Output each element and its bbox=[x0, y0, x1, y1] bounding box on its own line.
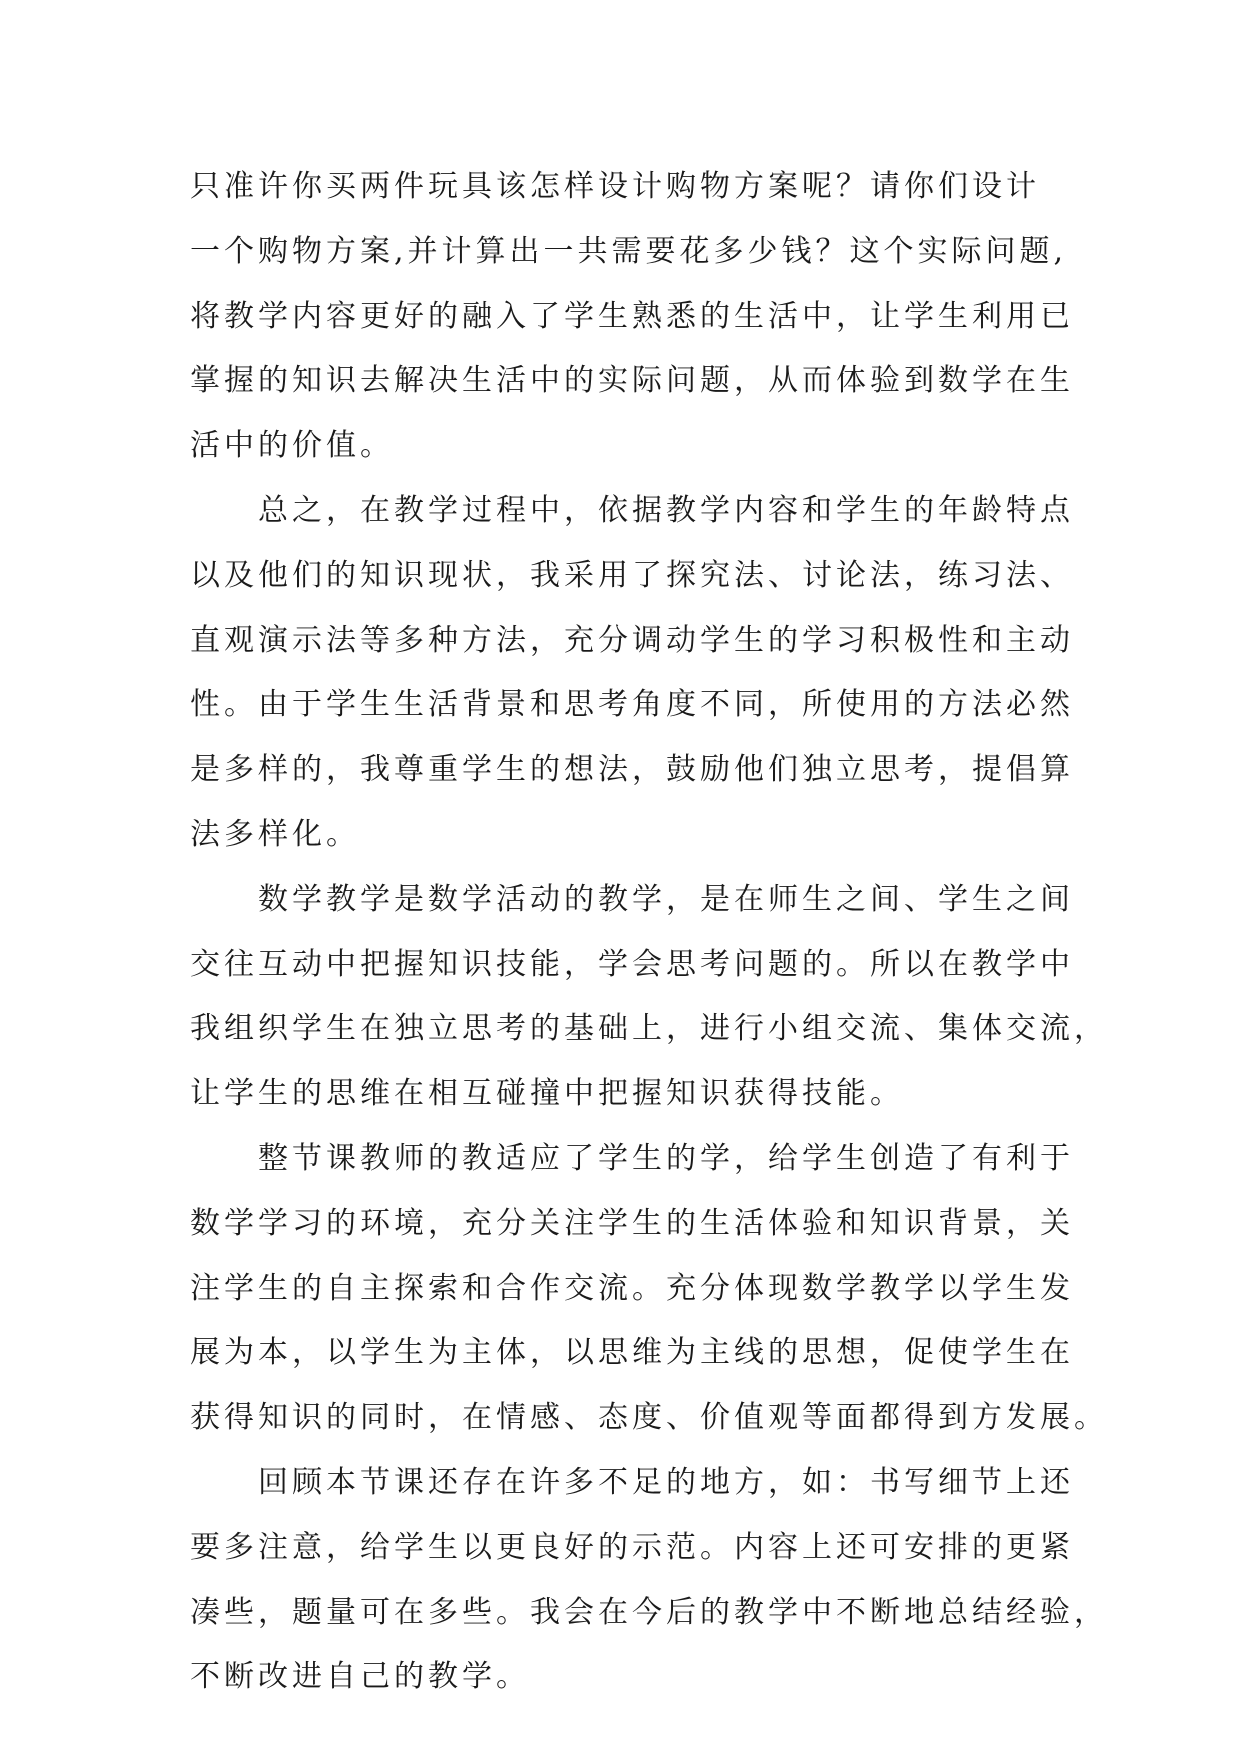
document-body bbox=[190, 155, 1108, 1710]
text-line: 要多注意，给学生以更良好的示范。内容上还可安排的更紧 bbox=[190, 1529, 1074, 1565]
text-line: 让学生的思维在相互碰撞中把握知识获得技能。 bbox=[190, 1076, 904, 1112]
text-line: 凑些，题量可在多些。我会在今后的教学中不断地总结经验， bbox=[190, 1594, 1108, 1630]
text-line: 法多样化。 bbox=[190, 816, 360, 852]
text-line: 数学教学是数学活动的教学，是在师生之间、学生之间 bbox=[258, 881, 1074, 917]
paragraph bbox=[190, 1127, 1108, 1451]
text-line: 回顾本节课还存在许多不足的地方，如：书写细节上还 bbox=[258, 1464, 1074, 1500]
text-line: 不断改进自己的教学。 bbox=[190, 1659, 530, 1695]
text-line: 数学学习的环境，充分关注学生的生活体验和知识背景，关 bbox=[190, 1205, 1074, 1241]
paragraph bbox=[190, 479, 1080, 868]
text-line: 将教学内容更好的融入了学生熟悉的生活中，让学生利用已 bbox=[190, 298, 1074, 334]
text-line: 直观演示法等多种方法，充分调动学生的学习积极性和主动 bbox=[190, 622, 1074, 658]
paragraph bbox=[190, 868, 1108, 1127]
text-line: 活中的价值。 bbox=[190, 428, 394, 464]
text-line: 一个购物方案,并计算出一共需要花多少钱？这个实际问题, bbox=[190, 233, 1068, 269]
text-line: 是多样的，我尊重学生的想法，鼓励他们独立思考，提倡算 bbox=[190, 752, 1074, 788]
text-line: 交往互动中把握知识技能，学会思考问题的。所以在教学中 bbox=[190, 946, 1074, 982]
paragraph bbox=[190, 155, 1080, 479]
text-line: 性。由于学生生活背景和思考角度不同，所使用的方法必然 bbox=[190, 687, 1074, 723]
text-line: 注学生的自主探索和合作交流。充分体现数学教学以学生发 bbox=[190, 1270, 1074, 1306]
text-line: 总之，在教学过程中，依据教学内容和学生的年龄特点 bbox=[258, 492, 1074, 528]
text-line: 只准许你买两件玩具该怎样设计购物方案呢？请你们设计 bbox=[190, 169, 1040, 204]
text-line: 获得知识的同时，在情感、态度、价值观等面都得到方发展。 bbox=[190, 1400, 1108, 1436]
text-line: 展为本，以学生为主体，以思维为主线的思想，促使学生在 bbox=[190, 1335, 1074, 1371]
text-line: 整节课教师的教适应了学生的学，给学生创造了有利于 bbox=[258, 1140, 1074, 1176]
text-line: 我组织学生在独立思考的基础上，进行小组交流、集体交流， bbox=[190, 1011, 1108, 1047]
text-line: 掌握的知识去解决生活中的实际问题，从而体验到数学在生 bbox=[190, 363, 1074, 399]
text-line: 以及他们的知识现状，我采用了探究法、讨论法，练习法、 bbox=[190, 557, 1074, 593]
paragraph bbox=[190, 1451, 1108, 1710]
